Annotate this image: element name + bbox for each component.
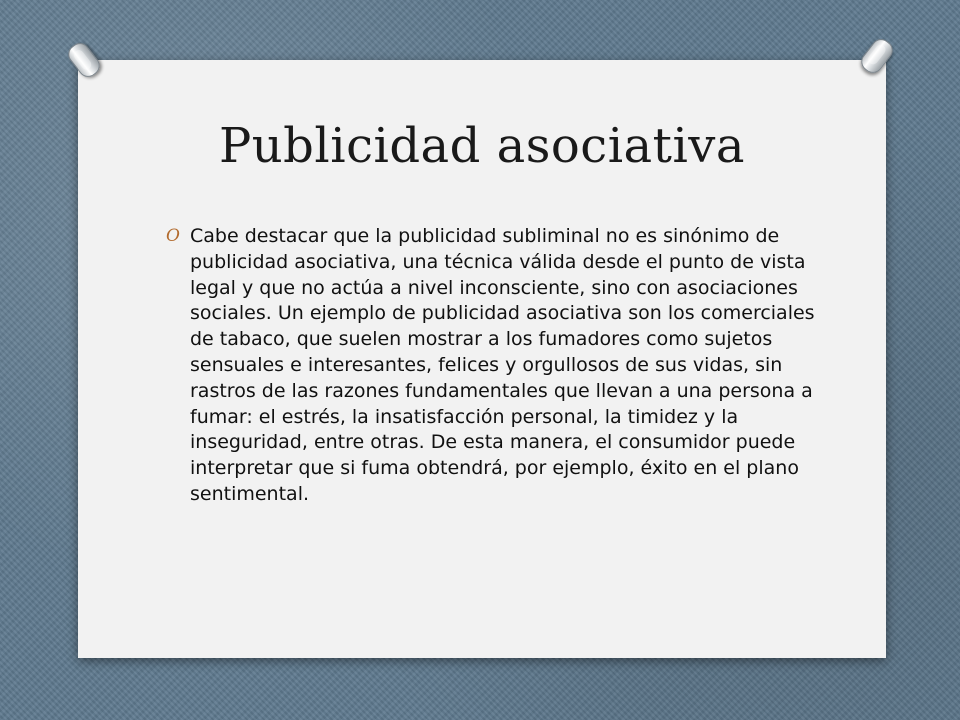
slide-title: Publicidad asociativa xyxy=(218,118,746,174)
bullet-marker-icon: O xyxy=(166,226,180,246)
slide-body-text: Cabe destacar que la publicidad subliminal no es sinónimo de publicidad asociativa, una técnica válida desde el punto de vista legal y que no actúa a nivel inconsciente, sino con asociaciones sociales. Un ejemplo de publicidad asociativa son los comerciales de tabaco, que suelen mostrar a los fumadores como sujetos sensuales e interesantes, felices y orgullosos de sus vidas, sin rastros de las razones fundamentales que llevan a una persona a fumar: el estrés, la insatisfacción personal, la timidez y la inseguridad, entre otras. De esta manera, el consumidor puede interpretar que si fuma obtendrá, por ejemplo, éxito en el plano sentimental. xyxy=(190,225,815,505)
